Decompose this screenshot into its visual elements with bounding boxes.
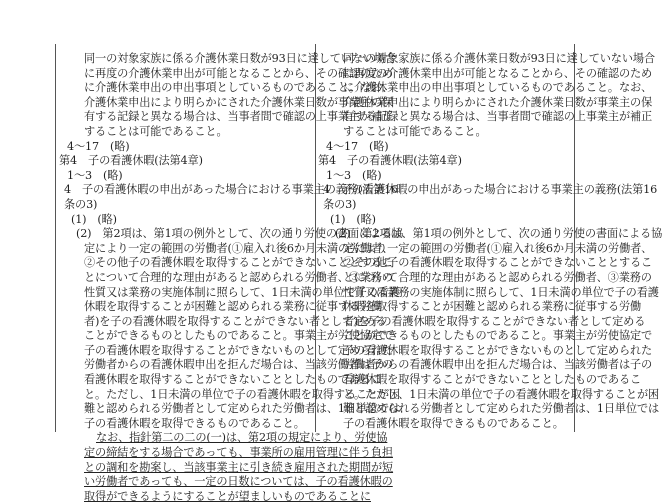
text-line (315, 358, 653, 373)
text-line (56, 81, 394, 96)
text-line (315, 110, 653, 125)
line-text: ②その他子の看護休暇を取得することができないこととするこ (84, 256, 394, 270)
line-text: 有する記録と異なる場合は、当事者間で確認の上事業主が補正 (84, 110, 394, 124)
line-text: に介護休業申出の申出事項としているものであること。なお、 (84, 81, 394, 95)
text-line (315, 387, 660, 403)
line-text: 4～17 (略) (326, 139, 389, 153)
text-line (56, 227, 404, 242)
line-text: 4 子の看護休暇の申出があった場合における事業主の義務(法第16 (64, 183, 399, 197)
line-text: 同一の対象家族に係る介護休業日数が93日に達していない場合 (343, 52, 655, 65)
line-text: 有する記録と異なる場合は、当事者間で確認の上事業主が補正 (343, 110, 653, 124)
text-line (56, 125, 315, 140)
text-line (56, 358, 394, 373)
current-lines (56, 52, 404, 504)
line-text: することは可能であること。 (84, 124, 228, 138)
text-line (315, 140, 574, 155)
current-text-column (55, 44, 404, 503)
line-text: 難と認められる労働者として定められた労働者は、1日単位では (343, 402, 660, 416)
line-text: に介護休業申出の申出事項としているものであること。なお、 (343, 81, 653, 95)
line-text: ②その他子の看護休暇を取得することができないこととするこ (343, 256, 653, 270)
line-text: 4 子の看護休暇の申出があった場合における事業主の義務(法第16 (323, 183, 658, 197)
text-line (56, 52, 396, 67)
line-text: に再度の介護休業申出が可能となることから、その確認のため (343, 66, 653, 80)
line-text: 定の締結をする場合であっても、事業所の雇用管理に伴う負担 (84, 446, 393, 460)
line-text: と。ただし、1日未満の単位で子の看護休暇を取得することが困 (84, 387, 401, 401)
line-text: (1) (略) (330, 212, 376, 226)
text-line (56, 402, 401, 417)
line-text: 4～17 (略) (67, 139, 130, 153)
text-line (315, 285, 659, 301)
text-line (315, 198, 574, 213)
line-text: 労働者からの看護休暇申出を拒んだ場合は、当該労働者は子の (84, 358, 394, 372)
text-line (315, 213, 574, 228)
line-text: 休暇を取得することが困難と認められる業務に従事する労働 (343, 300, 642, 314)
text-line (56, 154, 315, 169)
text-line (315, 52, 655, 67)
text-line (315, 270, 652, 286)
line-text: 第4 子の看護休暇(法第4章) (59, 154, 203, 168)
text-line (56, 241, 394, 257)
line-text: 者)を子の看護休暇を取得することができない者として定める (343, 314, 646, 328)
text-line (56, 343, 394, 359)
line-text: 子の看護休暇を取得することができないものとして定められた (343, 343, 653, 357)
line-text: 看護休暇を取得することができないこととしたものであるこ (84, 373, 383, 387)
line-text: と。ただし、1日未満の単位で子の看護休暇を取得することが困 (343, 387, 660, 401)
text-line (56, 66, 394, 82)
text-line (315, 183, 658, 198)
line-text: 1～3 (略) (326, 168, 382, 182)
text-line (56, 270, 393, 286)
underlined-text-line (56, 489, 371, 504)
text-line (315, 373, 642, 388)
line-text: 難と認められる労働者として定められた労働者は、1日単位では (84, 402, 401, 416)
text-line (315, 227, 662, 242)
line-text: 条の3) (323, 197, 357, 211)
line-text: 定により一定の範囲の労働者(①雇入れ後6か月未満の労働者、 (84, 241, 394, 255)
text-line (56, 373, 383, 388)
line-text: に再度の介護休業申出が可能となることから、その確認のため (84, 66, 394, 80)
line-text: 第4 子の看護休暇(法第4章) (318, 154, 462, 168)
text-line (56, 169, 315, 184)
line-text: (2) 第2項は、第1項の例外として、次の通り労使の書面による協 (76, 227, 404, 241)
text-line (56, 95, 394, 111)
text-line (56, 300, 383, 315)
line-text: 定により一定の範囲の労働者(①雇入れ後6か月未満の労働者、 (343, 241, 653, 255)
text-line (315, 329, 653, 344)
line-text: することは可能であること。 (343, 124, 487, 138)
underlined-text-line (56, 460, 394, 476)
underlined-text-line (56, 431, 388, 446)
text-line (56, 256, 394, 271)
previous-text-column (315, 44, 662, 432)
underlined-text-line (56, 446, 393, 461)
text-line (56, 285, 400, 301)
underlined-text-line (56, 475, 393, 490)
line-text: 子の看護休暇を取得できるものであること。 (84, 416, 305, 430)
text-line (56, 417, 315, 432)
line-text: (2) 第2項は、第1項の例外として、次の通り労使の書面による協 (335, 227, 662, 241)
line-text: (1) (略) (71, 212, 117, 226)
text-line (315, 125, 574, 140)
text-line (56, 329, 394, 344)
previous-lines (315, 52, 662, 431)
line-text: 性質又は業務の実施体制に照らして、1日未満の単位で子の看護 (343, 285, 659, 299)
text-line (56, 387, 401, 403)
line-text: なお、指針第二の二の(一)は、第2項の規定により、労使協 (96, 431, 388, 445)
text-line (56, 314, 387, 330)
text-line (315, 169, 574, 184)
line-text: 性質又は業務の実施体制に照らして、1日未満の単位で子の看護 (84, 285, 400, 299)
line-text: 条の3) (64, 197, 98, 211)
line-text: 者)を子の看護休暇を取得することができない者として定める (84, 314, 387, 328)
text-line (56, 198, 315, 213)
text-line (315, 154, 574, 169)
line-text: 介護休業申出により明らかにされた介護休業日数が事業主の保 (84, 95, 394, 109)
line-text: 子の看護休暇を取得することができないものとして定められた (84, 343, 394, 357)
text-line (315, 66, 653, 82)
line-text: ことができるものとしたものであること。事業主が労使協定で (84, 329, 394, 343)
text-line (56, 110, 394, 125)
line-text: 取得ができるようにすることが望ましいものであることに (84, 489, 371, 503)
text-line (56, 140, 315, 155)
text-line (315, 402, 660, 417)
line-text: 休暇を取得することが困難と認められる業務に従事する労働 (84, 300, 383, 314)
line-text: とについて合理的な理由があると認められる労働者、③業務の (343, 270, 652, 284)
line-text: い労働者であっても、一定の日数については、子の看護休暇の (84, 475, 393, 489)
line-text: 子の看護休暇を取得できるものであること。 (343, 416, 564, 430)
line-text: 同一の対象家族に係る介護休業日数が93日に達していない場合 (84, 52, 396, 65)
text-line (315, 95, 653, 111)
line-text: 介護休業申出により明らかにされた介護休業日数が事業主の保 (343, 95, 653, 109)
text-line (315, 343, 653, 359)
text-line (315, 314, 646, 330)
text-line (315, 241, 653, 257)
line-text: 1～3 (略) (67, 168, 123, 182)
text-line (315, 81, 653, 96)
text-line (315, 256, 653, 271)
text-line (315, 417, 574, 432)
text-line (315, 300, 642, 315)
line-text: との調和を勘案し、当該事業主に引き続き雇用された期間が短 (84, 460, 394, 474)
text-line (56, 183, 399, 198)
text-line (56, 213, 315, 228)
line-text: 労働者からの看護休暇申出を拒んだ場合は、当該労働者は子の (343, 358, 653, 372)
line-text: ことができるものとしたものであること。事業主が労使協定で (343, 329, 653, 343)
line-text: 看護休暇を取得することができないこととしたものであるこ (343, 373, 642, 387)
line-text: とについて合理的な理由があると認められる労働者、③業務の (84, 270, 393, 284)
